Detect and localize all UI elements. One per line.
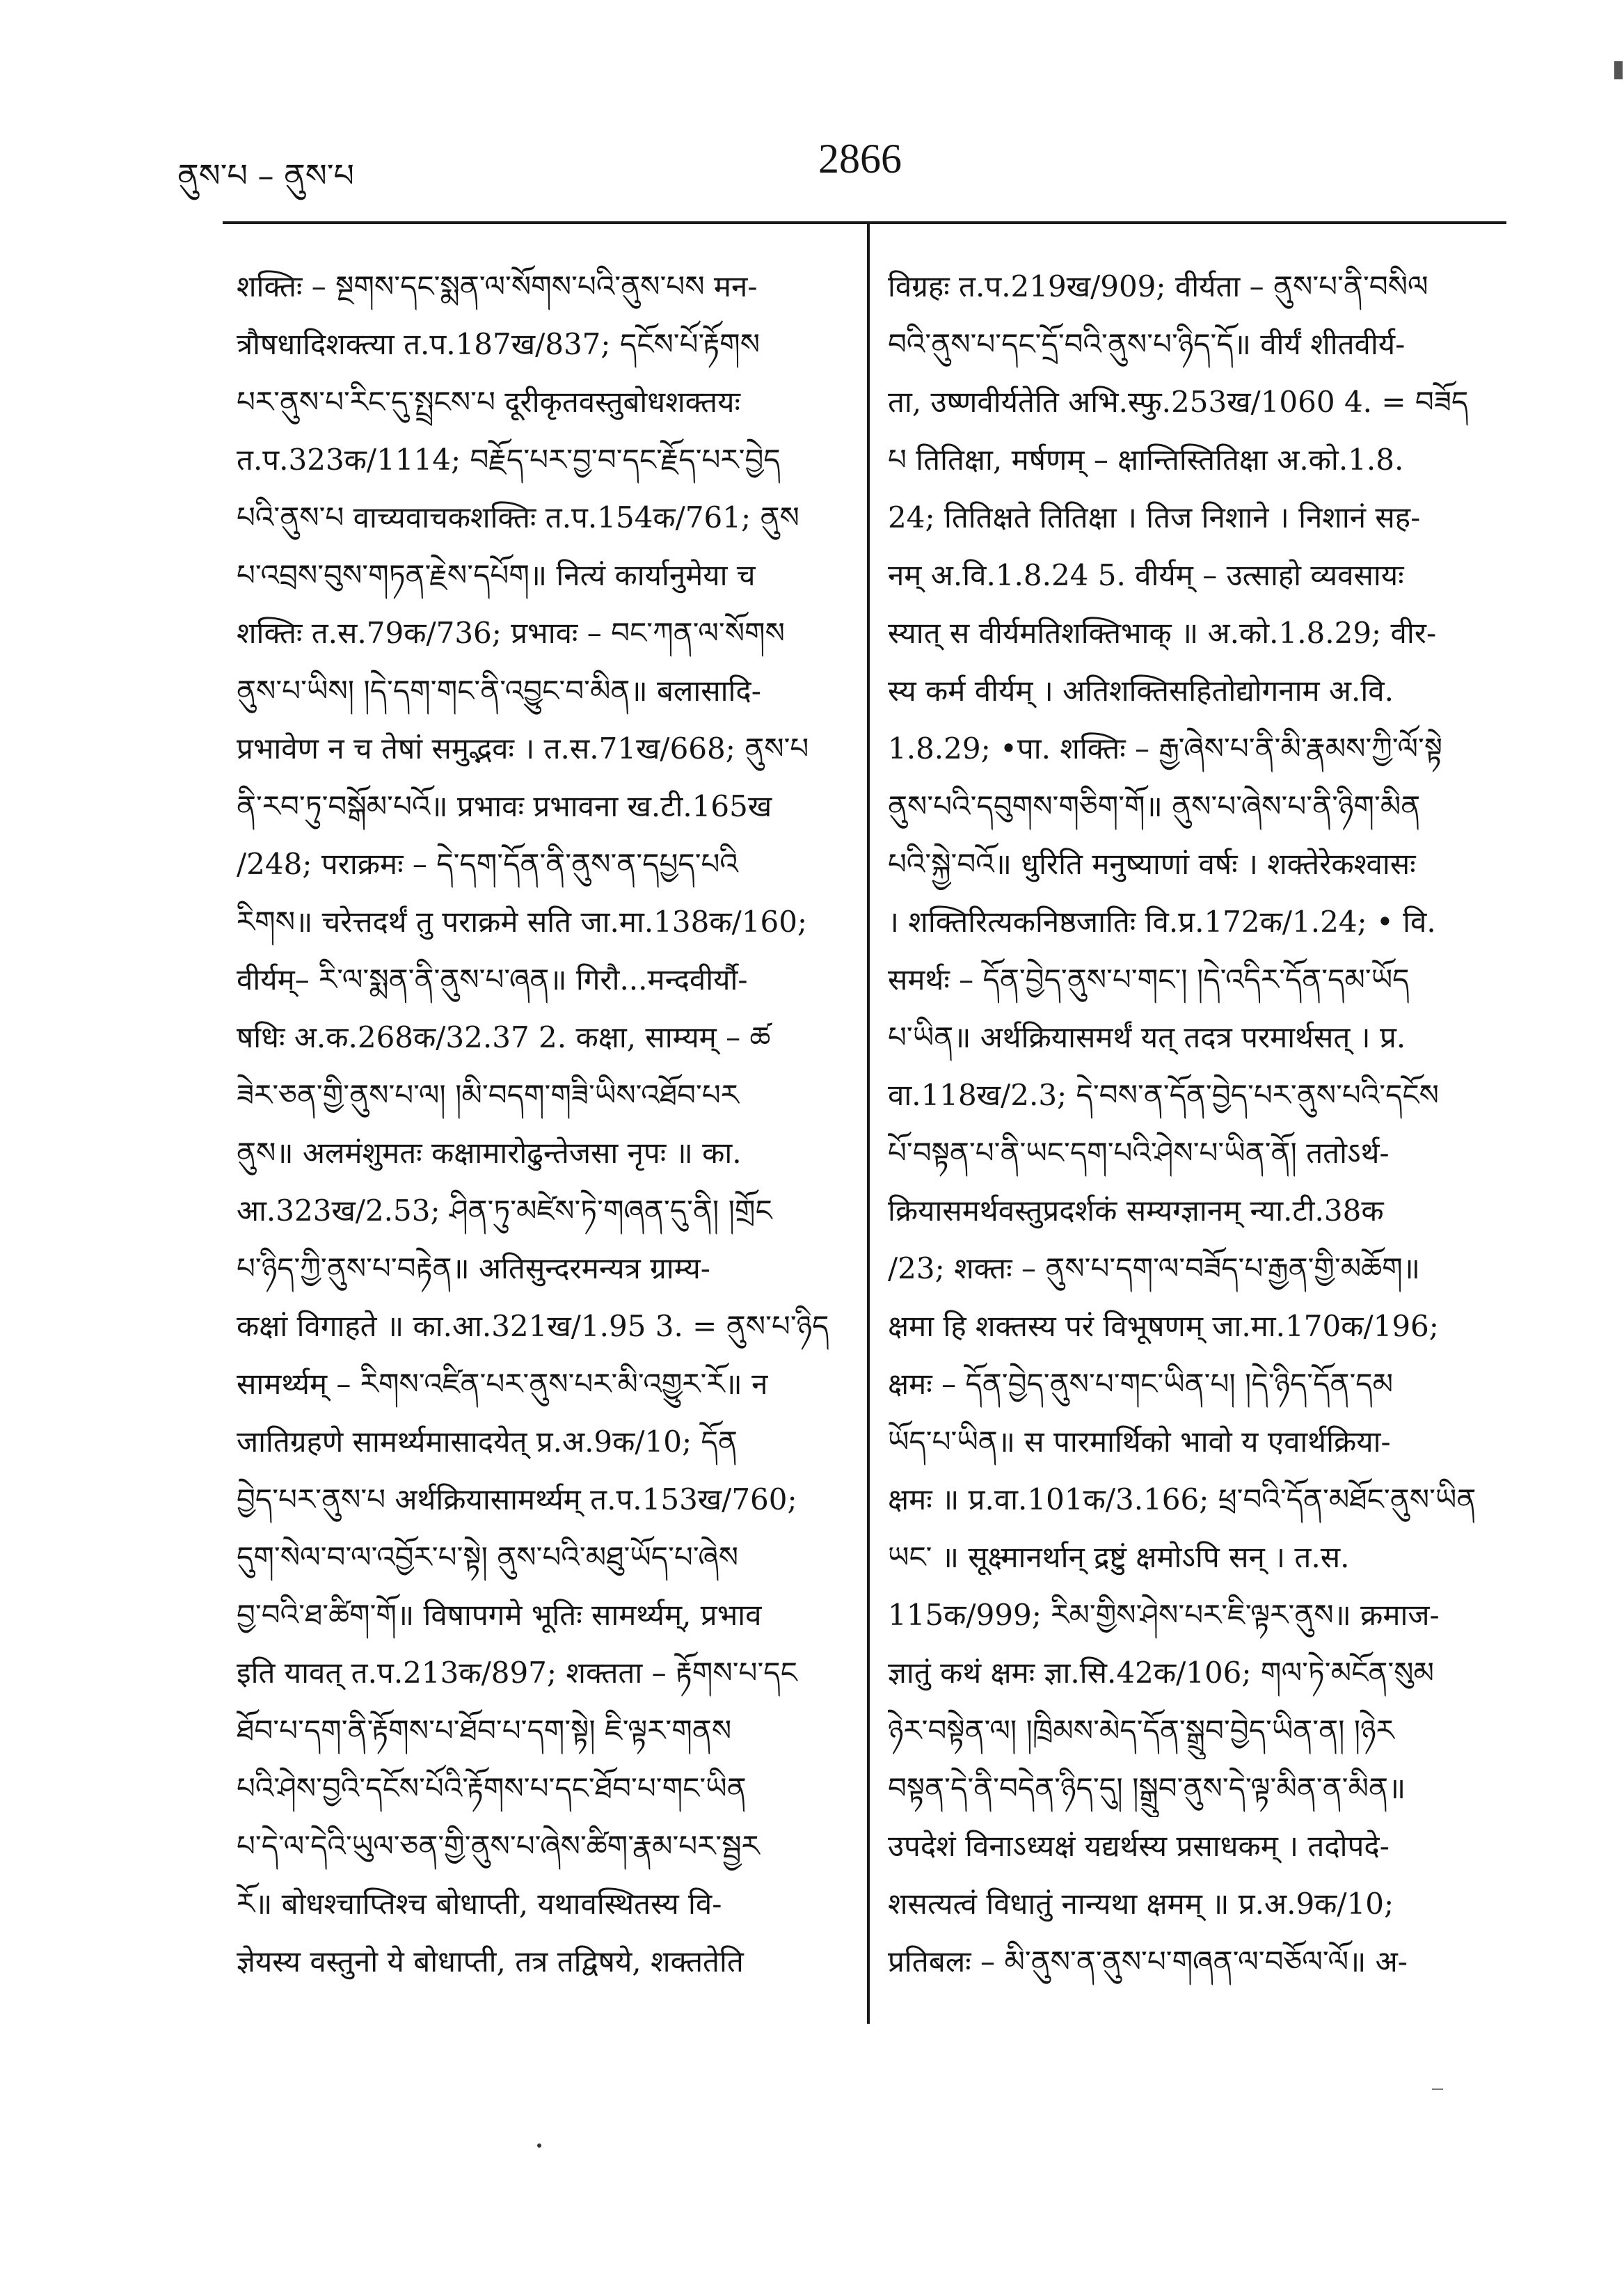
running-head: ནུས་པ – ནུས་པ	[177, 157, 355, 194]
text-line: सामर्थ्यम् – རིགས་འཛིན་པར་ནུས་པར་མི་འགྱུར་རོ॥ न	[237, 1367, 768, 1401]
text-line: स्य कर्म वीर्यम् । अतिशक्तिसहितोद्योगनाम अ.वि.	[888, 674, 1394, 708]
text-line: /248; पराक्रमः – དེ་དག་དོན་ནི་ནུས་ན་དཔྱད་པའི	[237, 847, 738, 881]
scan-edge-mark	[1614, 61, 1623, 79]
text-line: ནུས་པ་ཡིས། །དེ་དག་གང་ནི་འབྱུང་བ་མིན॥ बलासादि-	[237, 674, 761, 708]
text-line: པར་ནུས་པ་རིང་དུ་སྤྲངས་པ दूरीकृतवस्तुबोधशक्तयः	[237, 385, 740, 419]
text-line: क्रियासमर्थवस्तुप्रदर्शकं सम्यग्ज्ञानम् न्या.टी.38क	[888, 1194, 1384, 1228]
text-line: इति यावत् त.प.213क/897; शक्तता – རྟོགས་པ་དང	[237, 1656, 797, 1690]
text-line: उपदेशं विनाऽध्यक्षं यद्यर्थस्य प्रसाधकम् । तदोपदे-	[888, 1829, 1390, 1863]
text-line: समर्थः – དོན་བྱེད་ནུས་པ་གང་། །དེ་འདིར་དོན་དམ་ཡོད	[888, 962, 1410, 997]
text-line: ཐོབ་པ་དག་ནི་རྟོགས་པ་ཐོབ་པ་དག་སྟེ། ཇི་ལྟར་གནས	[237, 1713, 732, 1747]
text-line: प्रभावेण न च तेषां समुद्भवः । त.स.71ख/668; ནུས་པ	[237, 731, 809, 766]
text-line: विग्रहः त.प.219ख/909; वीर्यता – ནུས་པ་ནི་བསིལ	[888, 269, 1428, 303]
text-line: क्षमः ॥ प्र.वा.101क/3.166; ཕྲ་བའི་དོན་མཐོང་ནུས་ཡིན	[888, 1482, 1476, 1516]
text-line: ནུས॥ अलमंशुमतः कक्षामारोढुन्तेजसा नृपः ॥ का.	[237, 1136, 742, 1170]
text-line: शक्तिः – སྔགས་དང་སྨན་ལ་སོགས་པའི་ནུས་པས मन-	[237, 269, 758, 303]
text-line: वा.118ख/2.3; དེ་བས་ན་དོན་བྱེད་པར་ནུས་པའི་དངོས	[888, 1078, 1440, 1112]
text-line: བསྟན་དེ་ནི་བདེན་ཉིད་དུ། །སྒྲུབ་ནུས་དེ་ལྟ་མིན་ན་མིན॥	[888, 1771, 1406, 1805]
text-line: 115क/999; རིམ་གྱིས་ཤེས་པར་ཇི་ལྟར་ནུས॥ क्रमाज-	[888, 1598, 1440, 1632]
text-line: आ.323ख/2.53; ཤིན་ཏུ་མཛེས་ཏེ་གཞན་དུ་ནི། །གྲོང	[237, 1194, 772, 1228]
text-line: པ་ཡིན॥ अर्थक्रियासमर्थं यत् तदत्र परमार्थसत् । प्र.	[888, 1020, 1406, 1054]
text-line: པའི་ཤེས་བྱའི་དངོས་པོའི་རྟོགས་པ་དང་ཐོབ་པ་གང་ཡིན	[237, 1771, 747, 1805]
text-line: དུག་སེལ་བ་ལ་འབྱོར་པ་སྟེ། ནུས་པའི་མཐུ་ཡོད་པ་ཞེས	[237, 1540, 739, 1574]
text-line: ज्ञातुं कथं क्षमः ज्ञा.सि.42क/106; གལ་ཏེ་མངོན་སུམ	[888, 1656, 1434, 1690]
text-line: 24; तितिक्षते तितिक्षा । तिज निशाने । निशानं सह-	[888, 500, 1421, 534]
text-line: शसत्यत्वं विधातुं नान्यथा क्षमम् ॥ प्र.अ.9क/10;	[888, 1887, 1394, 1921]
text-line: त.प.323क/1114; བརྗོད་པར་བྱ་བ་དང་རྗོད་པར་བྱེད	[237, 443, 781, 477]
text-line: པ तितिक्षा, मर्षणम् – क्षान्तिस्तितिक्षा अ.को.1.8.	[888, 443, 1404, 477]
left-column	[237, 257, 849, 2053]
text-line: པའི་ནུས་པ वाच्यवाचकशक्तिः त.प.154क/761; ནུས	[237, 500, 799, 534]
text-line: པ་དེ་ལ་དེའི་ཡུལ་ཅན་གྱི་ནུས་པ་ཞེས་ཚིག་རྣམ་པར་སྦྱར	[237, 1829, 760, 1863]
scan-dash	[1432, 2088, 1443, 2090]
text-line: རིགས॥ चरेत्तदर्थं तु पराक्रमे सति जा.मा.138क/160;	[237, 905, 808, 939]
text-line: ज्ञेयस्य वस्तुनो ये बोधाप्ती, तत्र तद्विषये, शक्ततेति	[237, 1944, 744, 1979]
text-line: जातिग्रहणे सामर्थ्यमासादयेत् प्र.अ.9क/10; དོན	[237, 1425, 738, 1459]
text-line: ཡང་ ॥ सूक्ष्मानर्थान् द्रष्टुं क्षमोऽपि सन् । त.स.	[888, 1540, 1350, 1574]
text-line: ནི་རབ་ཏུ་བསྒོམ་པའོ॥ प्रभावः प्रभावना ख.टी.165ख	[237, 789, 772, 823]
text-line: ता, उष्णवीर्यतेति अभि.स्फु.253ख/1060 4. = བཟོད	[888, 385, 1469, 419]
page-number: 2866	[818, 136, 902, 182]
text-line: པ་ཉིད་ཀྱི་ནུས་པ་བརྟེན॥ अतिसुन्दरमन्यत्र ग्राम्य-	[237, 1251, 710, 1285]
scan-dot	[537, 2143, 541, 2148]
text-line: པོ་བསྟན་པ་ནི་ཡང་དག་པའི་ཤེས་པ་ཡིན་ནོ། ततोऽर्थ-	[888, 1136, 1390, 1170]
text-line: བྱ་བའི་ཐ་ཚིག་གོ॥ विषापगमे भूतिः सामर्थ्यम्, प्रभाव	[237, 1598, 762, 1632]
text-line: བྱེད་པར་ནུས་པ अर्थक्रियासामर्थ्यम् त.प.153ख/760;	[237, 1482, 797, 1516]
header-rule	[223, 221, 1506, 224]
text-line: । शक्तिरित्यकनिष्ठजातिः वि.प्र.172क/1.24; • वि.	[888, 905, 1436, 939]
text-line: ནུས་པའི་དབུགས་གཅིག་གོ॥ ནུས་པ་ཞེས་པ་ནི་ཉིག་མིན	[888, 789, 1421, 823]
text-line: /23; शक्तः – ནུས་པ་དག་ལ་བཟོད་པ་རྒྱན་གྱི་མཆོག॥	[888, 1251, 1420, 1285]
text-line: वीर्यम्– རི་ལ་སྨན་ནི་ནུས་པ་ཞན॥ गिरौ...मन्दवीर्यौ-	[237, 962, 748, 997]
text-line: 1.8.29; •पा. शक्तिः – རྒྱ་ཞེས་པ་ནི་མི་རྣམས་ཀྱི་ལོ་སྟེ	[888, 731, 1443, 766]
text-line: ཡོད་པ་ཡིན॥ स पारमार्थिको भावो य एवार्थक्रिया-	[888, 1425, 1391, 1459]
text-line: त्रौषधादिशक्त्या त.प.187ख/837; དངོས་པོ་རྟོགས	[237, 327, 761, 361]
text-line: བའི་ནུས་པ་དང་དྲོ་བའི་ནུས་པ་ཉིད་དོ॥ वीर्यं शीतवीर्य-	[888, 327, 1406, 361]
right-column	[888, 257, 1514, 2053]
text-line: नम् अ.वि.1.8.24 5. वीर्यम् – उत्साहो व्यवसायः	[888, 558, 1404, 592]
text-line: པ་འབྲས་བུས་གཏན་རྗེས་དཔོག॥ नित्यं कार्यानुमेया च	[237, 558, 756, 592]
text-line: ཟེར་ཅན་གྱི་ནུས་པ་ལ། །མི་བདག་གཟི་ཡིས་འཐོབ་པར	[237, 1078, 739, 1112]
text-line: कक्षां विगाहते ॥ का.आ.321ख/1.95 3. = ནུས་པ་ཉིད	[237, 1309, 829, 1343]
text-line: क्षमा हि शक्तस्य परं विभूषणम् जा.मा.170क/196;	[888, 1309, 1439, 1343]
text-line: ཉེར་བསྟེན་ལ། །ཁྲིམས་མེད་དོན་སྒྲུབ་བྱེད་ཡིན་ན། །ཉེར	[888, 1713, 1394, 1747]
column-divider	[867, 221, 870, 2024]
text-line: क्षमः – དོན་བྱེད་ནུས་པ་གང་ཡིན་པ། །དེ་ཉིད་དོན་དམ	[888, 1367, 1394, 1401]
text-line: प्रतिबलः – མི་ནུས་ན་ནུས་པ་གཞན་ལ་བཅོལ་ལོ॥ अ-	[888, 1944, 1408, 1979]
text-line: རོ॥ बोधश्चाप्तिश्च बोधाप्ती, यथावस्थितस्य वि-	[237, 1887, 722, 1921]
text-line: षधिः अ.क.268क/32.37 2. कक्षा, साम्यम् – ཚ	[237, 1020, 771, 1054]
text-line: शक्तिः त.स.79क/736; प्रभावः – བང་ཀན་ལ་སོགས	[237, 616, 785, 650]
text-line: स्यात् स वीर्यमतिशक्तिभाक् ॥ अ.को.1.8.29; वीर-	[888, 616, 1437, 650]
text-line: པའི་སྐྱེ་བའོ॥ धुरिति मनुष्याणां वर्षः । शक्तेरेकश्वासः	[888, 847, 1416, 881]
